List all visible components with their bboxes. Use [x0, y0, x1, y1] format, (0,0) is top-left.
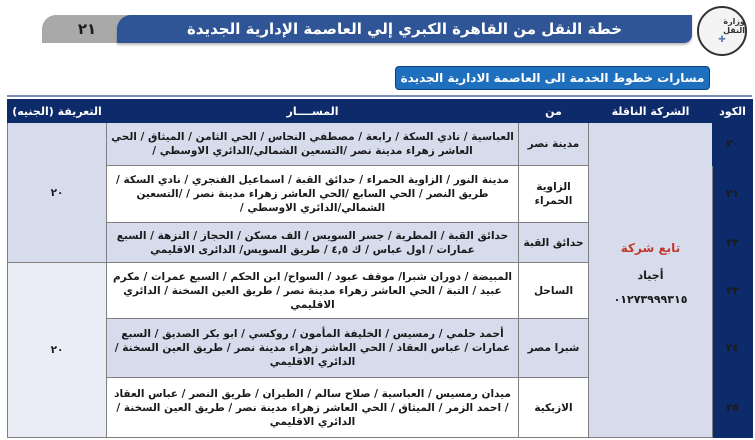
logo-text: وزارة النقل: [723, 17, 745, 35]
routes-table: [7, 99, 753, 438]
from-cell: الزاوية الحمراء: [519, 166, 589, 223]
route-cell: أحمد حلمي / رمسيس / الخليفة المأمون / روكسي / ابو بكر الصديق / السبع عمارات / عباس العقاد / الحي العاشر زهراء مدينة نصر / طريق العين السخنة / الدائري الاقليمي: [107, 319, 519, 378]
from-cell: الساحل: [519, 263, 589, 319]
table-header-row: [8, 100, 753, 123]
col-fare: التعريفة (الجنيه): [8, 100, 107, 123]
col-company: الشركة الناقلة: [589, 100, 713, 123]
fare-cell: ٢٠: [8, 123, 107, 263]
route-code: ٢٠: [713, 123, 753, 166]
col-code: الكود: [713, 100, 753, 123]
page-title: خطة النقل من القاهرة الكبري إلي العاصمة الإدارية الجديدة: [117, 15, 692, 43]
company-note: تابع شركة: [620, 241, 681, 255]
from-cell: حدائق القبة: [519, 223, 589, 263]
route-cell: حدائق القبة / المطرية / جسر السويس / الف مسكن / الحجاز / النزهة / السبع عمارات / اول عباس / ك ٤,٥ / طريق السويس/ الدائرى الاقليمي: [107, 223, 519, 263]
route-cell: مدينة النور / الزاوية الحمراء / حدائق القبة / اسماعيل الفنجري / نادي السكة / طريق النصر / الحي السابع /الحي العاشر زهراء مدينة نصر / /التسعين الشمالي/الدائري الاوسطي /: [107, 166, 519, 223]
logo-emblem-icon: ✚: [718, 35, 726, 45]
company-cell: [589, 123, 713, 438]
route-code: ٢٢: [713, 223, 753, 263]
route-code: ٢٥: [713, 378, 753, 438]
route-cell: العباسية / نادي السكة / رابعة / مصطفي النحاس / الحي الثامن / الميثاق / الحي العاشر زهراء مدينة نصر /التسعين الشمالي/الدائري الاوسطي /: [107, 123, 519, 166]
company-phone: ٠١٢٧٣٩٩٩٣١٥: [613, 293, 688, 306]
ministry-logo: [697, 6, 747, 56]
col-from: من: [519, 100, 589, 123]
from-cell: مدينة نصر: [519, 123, 589, 166]
route-code: ٢٤: [713, 319, 753, 378]
table-row: [8, 123, 753, 166]
from-cell: شبرا مصر: [519, 319, 589, 378]
route-code: ٢١: [713, 166, 753, 223]
fare-cell: ٢٠: [8, 263, 107, 438]
page-number: ٢١: [42, 15, 132, 43]
page-banner: [42, 15, 692, 43]
route-cell: المبيضة / دوران شبرا/ موقف عبود / السواح/ ابن الحكم / السبع عمرات / مكرم عبيد / التبة / الحي العاشر زهراء مدينة نصر / طريق العين السخنة / الدائري الاقليمي: [107, 263, 519, 319]
section-title: مسارات خطوط الخدمة الى العاصمة الادارية الجديدة: [395, 66, 710, 90]
from-cell: الازبكية: [519, 378, 589, 438]
col-route: المســــار: [107, 100, 519, 123]
route-code: ٢٣: [713, 263, 753, 319]
route-cell: ميدان رمسيس / العباسية / صلاح سالم / الطيران / طريق النصر / عباس العقاد / احمد الزمر / الميثاق / الحي العاشر زهراء مدينة نصر / طريق العين السخنة / الدائري الاقليمي: [107, 378, 519, 438]
company-name: أجياد: [637, 269, 664, 282]
divider: [7, 95, 752, 97]
